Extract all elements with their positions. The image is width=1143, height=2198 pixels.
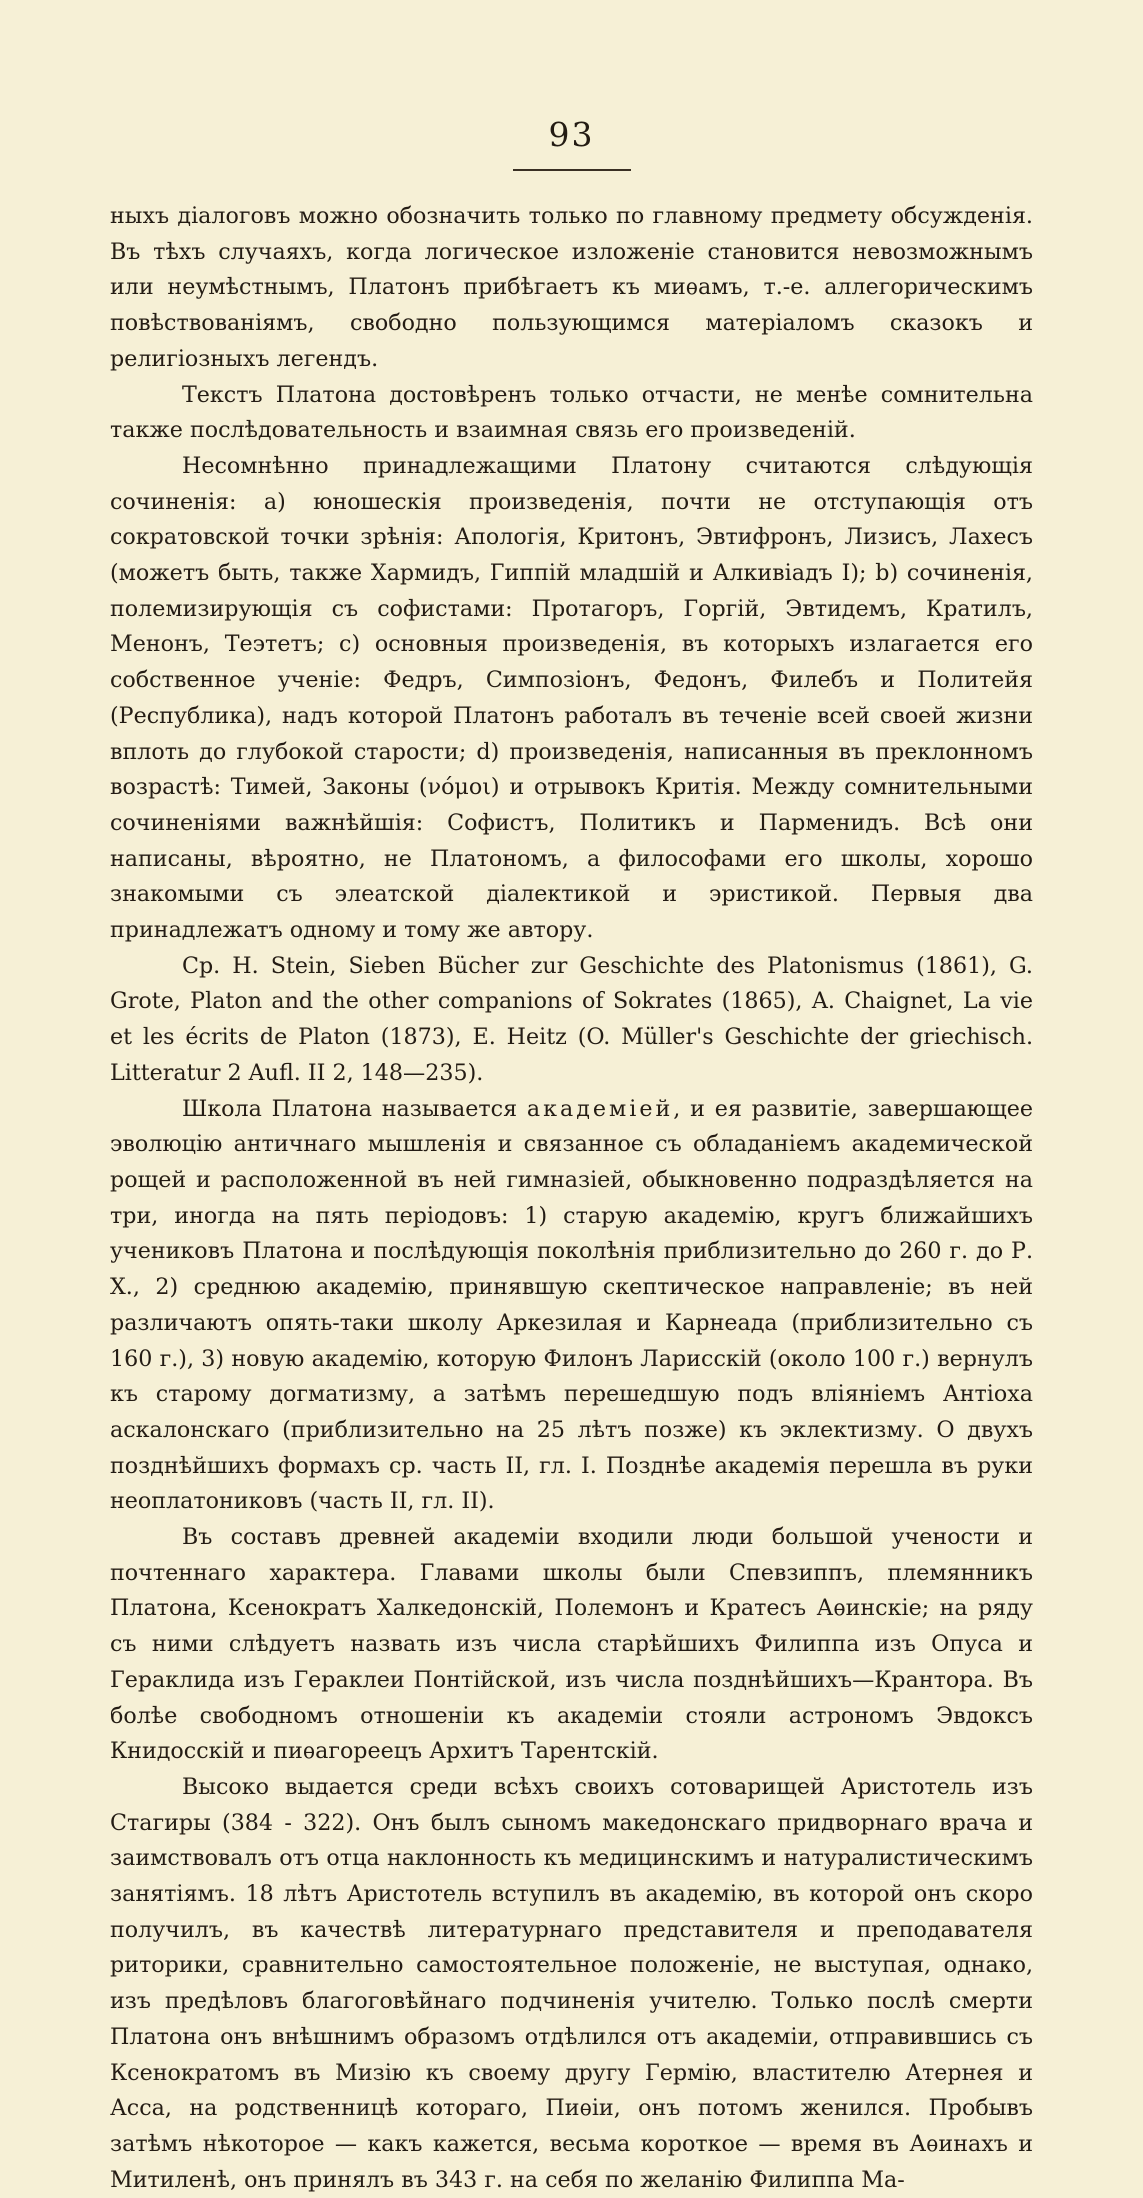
paragraph-5-lead: Школа Платона называется bbox=[182, 1095, 527, 1122]
paragraph-3: Несомнѣнно принадлежащими Платону считаются слѣдующія сочиненія: а) юношескія произведенія, почти не отступающія отъ сократовской точки зрѣнія: Апологія, Критонъ, Эвтифронъ, Лизисъ, Лахесъ (можетъ быть, также Хармидъ, Гиппій младшій и Алкивіадъ I); b) сочиненія, полемизирующія съ софистами: Протагоръ, Горгій, Эвтидемъ, Кратилъ, Менонъ, Теэтетъ; c) основныя произведенія, въ которыхъ излагается его собственное ученіе: Федръ, Симпозіонъ, Федонъ, Филебъ и Политейя (Республика), надъ которой Платонъ работалъ въ теченіе всей своей жизни вплоть до глубокой старости; d) произведенія, написанныя въ преклонномъ возрастѣ: Тимей, Законы (νόμοι) и отрывокъ Критія. Между сомнительными сочиненіями важнѣйшія: Софистъ, Политикъ и Парменидъ. Всѣ они написаны, вѣроятно, не Платономъ, а философами его школы, хорошо знакомыми съ элеатской діалектикой и эристикой. Первыя два принадлежатъ одному и тому же автору. bbox=[110, 452, 1033, 944]
paragraph-2: Текстъ Платона достовѣренъ только отчасти, не менѣе сомнительна также послѣдовательность и взаимная связь его произведеній. bbox=[110, 381, 1033, 444]
paragraph-4-references: Ср. H. Stein, Sieben Bücher zur Geschichte des Platonismus (1861), G. Grote, Platon and the other companions of Sokrates (1865), A. Chaignet, La vie et les écrits de Platon (1873), E. Heitz (O. Müller's Geschichte der griechisch. Litteratur 2 Aufl. II 2, 148—235). bbox=[110, 952, 1033, 1086]
paragraph-5 bbox=[110, 1092, 1033, 1520]
spaced-term-academy: академіей bbox=[526, 1095, 674, 1122]
paragraph-7: Высоко выдается среди всѣхъ своихъ сотоварищей Аристотель изъ Стагиры (384 - 322). Онъ былъ сыномъ македонскаго придворнаго врача и заимствовалъ отъ отца наклонность къ медицинскимъ и натуралистическимъ занятіямъ. 18 лѣтъ Аристотель вступилъ въ академію, въ которой онъ скоро получилъ, въ качествѣ литературнаго представителя и преподавателя риторики, сравнительно самостоятельное положеніе, не выступая, однако, изъ предѣловъ благоговѣйнаго подчиненія учителю. Только послѣ смерти Платона онъ внѣшнимъ образомъ отдѣлился отъ академіи, отправившись съ Ксенократомъ въ Мизію къ своему другу Гермію, властителю Атернея и Асса, на родственницѣ котораго, Пиѳіи, онъ потомъ женился. Пробывъ затѣмъ нѣкоторое — какъ кажется, весьма короткое — время въ Аѳинахъ и Митиленѣ, онъ принялъ въ 343 г. на себя по желанію Филиппа Ма- bbox=[110, 1773, 1033, 2193]
page-number: 93 bbox=[548, 115, 595, 154]
paragraph-5-rest: , и ея развитіе, завершающее эволюцію античнаго мышленія и связанное съ обладаніемъ академической рощей и расположенной въ ней гимназіей, обыкновенно подраздѣляется на три, иногда на пять періодовъ: 1) старую академію, кругъ ближайшихъ учениковъ Платона и послѣдующія поколѣнія приблизительно до 260 г. до Р. Х., 2) среднюю академію, принявшую скептическое направленіе; въ ней различаютъ опять-таки школу Аркезилая и Карнеада (приблизительно съ 160 г.), 3) новую академію, которую Филонъ Ларисскій (около 100 г.) вернулъ къ старому догматизму, а затѣмъ перешедшую подъ вліяніемъ Антіоха аскалонскаго (приблизительно на 25 лѣтъ позже) къ эклектизму. О двухъ позднѣйшихъ формахъ ср. часть II, гл. I. Позднѣе академія перешла въ руки неоплатониковъ (часть II, гл. II). bbox=[110, 1095, 1033, 1515]
paragraph-6: Въ составъ древней академіи входили люди большой учености и почтеннаго характера. Главами школы были Спевзиппъ, племянникъ Платона, Ксенократъ Халкедонскій, Полемонъ и Кратесъ Аѳинскіе; на ряду съ ними слѣдуетъ назвать изъ числа старѣйшихъ Филиппа изъ Опуса и Гераклида изъ Гераклеи Понтійской, изъ числа позднѣйшихъ—Крантора. Въ болѣе свободномъ отношеніи къ академіи стояли астрономъ Эвдоксъ Книдосскій и пиѳагореецъ Архитъ Тарентскій. bbox=[110, 1524, 1033, 1765]
header-rule bbox=[513, 169, 631, 171]
paragraph-1: ныхъ діалоговъ можно обозначить только по главному предмету обсужденія. Въ тѣхъ случаяхъ, когда логическое изложеніе становится невозможнымъ или неумѣстнымъ, Платонъ прибѣгаетъ къ миѳамъ, т.-е. аллегорическимъ повѣствованіямъ, свободно пользующимся матеріаломъ сказокъ и религіозныхъ легендъ. bbox=[110, 203, 1033, 372]
page-header bbox=[110, 115, 1033, 171]
